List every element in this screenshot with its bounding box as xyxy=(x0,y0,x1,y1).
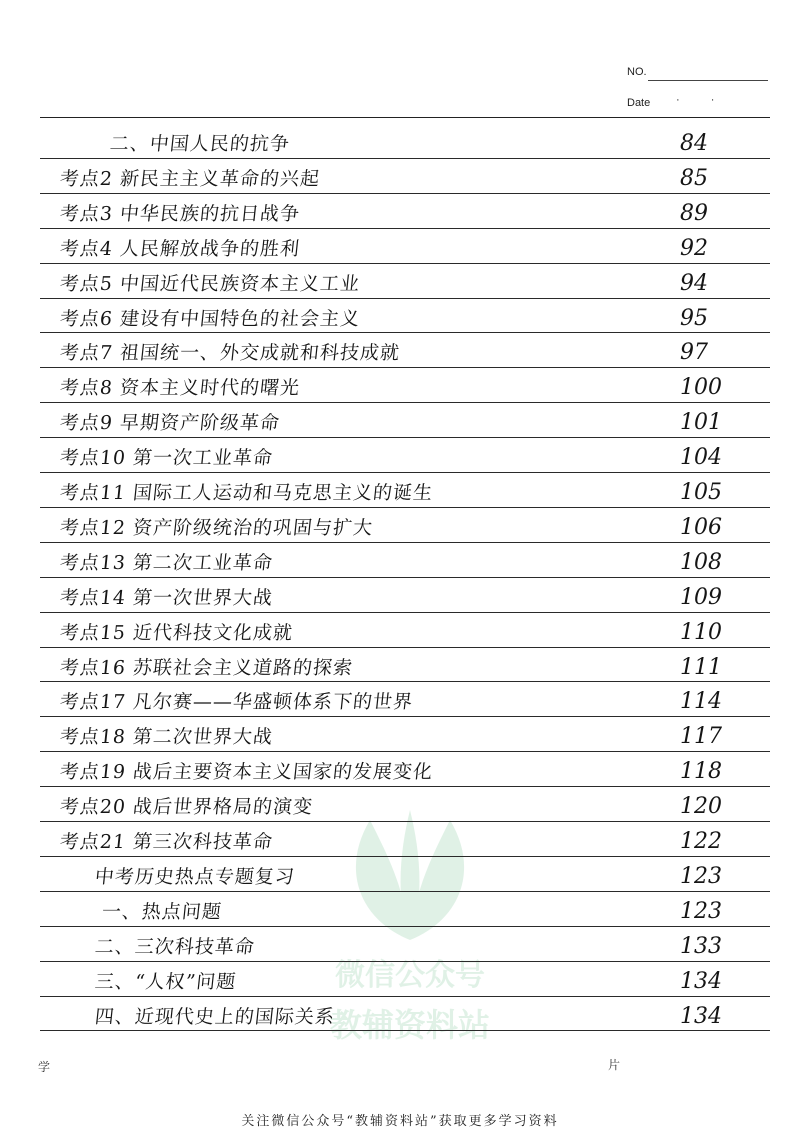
toc-entry xyxy=(40,857,770,891)
toc-entry-title: 考点2 新民主主义革命的兴起 xyxy=(58,167,322,190)
toc-entry-page: 95 xyxy=(680,305,708,331)
toc-entry-title: 考点10 第一次工业革命 xyxy=(58,447,275,470)
header-no-rule xyxy=(648,80,768,81)
toc-entry-title: 考点13 第二次工业革命 xyxy=(58,551,275,574)
toc-entry xyxy=(40,543,770,577)
footer-caption: 关注微信公众号“教辅资料站”获取更多学习资料 xyxy=(241,1114,559,1129)
toc-entry xyxy=(40,997,770,1031)
toc-entry-page: 89 xyxy=(680,200,708,226)
toc-entry-title: 考点6 建设有中国特色的社会主义 xyxy=(58,307,362,330)
watermark-line-2: 教辅资料站 xyxy=(329,1006,490,1044)
toc-entry-page: 133 xyxy=(680,933,722,959)
watermark-line-1: 微信公众号 xyxy=(335,958,485,993)
toc-entry-title: 一、热点问题 xyxy=(100,900,224,923)
toc-entry-title: 考点7 祖国统一、外交成就和科技成就 xyxy=(58,342,402,365)
toc-entry-page: 94 xyxy=(680,270,708,296)
toc-entry xyxy=(40,787,770,821)
toc-entry-title: 考点19 战后主要资本主义国家的发展变化 xyxy=(58,761,435,784)
toc-entry-page: 120 xyxy=(680,794,722,820)
toc-entry-title: 考点11 国际工人运动和马克思主义的诞生 xyxy=(58,482,435,504)
toc-entry-title: 考点3 中华民族的抗日战争 xyxy=(58,202,302,225)
toc-entry-page: 114 xyxy=(680,689,722,715)
toc-entry-page: 123 xyxy=(680,863,722,889)
toc-entry-title: 二、三次科技革命 xyxy=(93,935,257,958)
toc-entry-page: 134 xyxy=(680,968,722,994)
toc-entry xyxy=(40,473,770,507)
toc-entry-title: 考点18 第二次世界大战 xyxy=(58,726,275,749)
toc-entry-title: 考点20 战后世界格局的演变 xyxy=(58,796,315,819)
toc-entry-page: 118 xyxy=(680,759,722,785)
header-rule xyxy=(40,117,770,118)
toc-entry-title: 考点4 人民解放战争的胜利 xyxy=(58,237,302,260)
toc-entry-title: 考点17 凡尔赛——华盛顿体系下的世界 xyxy=(58,691,415,714)
toc-entry xyxy=(40,438,770,472)
ruled-line xyxy=(40,1030,770,1031)
toc-entry-page: 92 xyxy=(680,235,708,261)
toc-entry xyxy=(40,368,770,402)
toc-entry xyxy=(40,229,770,263)
toc-entry-title: 考点21 第三次科技革命 xyxy=(58,831,275,853)
toc-entry-title: 考点9 早期资产阶级革命 xyxy=(58,412,282,435)
toc-entry-page: 101 xyxy=(680,410,722,436)
toc-entry-title: 考点5 中国近代民族资本主义工业 xyxy=(58,272,362,295)
toc-entry-title: 考点15 近代科技文化成就 xyxy=(58,621,295,644)
toc-entry-title: 二、中国人民的抗争 xyxy=(108,133,292,155)
toc-entry-page: 122 xyxy=(680,829,722,854)
toc-entry-page: 117 xyxy=(680,724,722,750)
toc-entry xyxy=(40,892,770,926)
toc-entry-page: 105 xyxy=(680,480,722,505)
toc-entry xyxy=(40,752,770,786)
toc-entry xyxy=(40,124,770,158)
toc-entry-page: 85 xyxy=(680,165,708,191)
toc-entry xyxy=(40,403,770,437)
toc-entry-page: 134 xyxy=(680,1003,722,1029)
toc-entry-page: 123 xyxy=(680,898,722,924)
toc-entry-page: 104 xyxy=(680,445,722,471)
toc-entry-page: 111 xyxy=(680,654,722,680)
toc-entry-title: 四、近现代史上的国际关系 xyxy=(93,1005,337,1028)
toc-entry-page: 100 xyxy=(680,375,722,401)
toc-entry xyxy=(40,648,770,682)
toc-entry xyxy=(40,613,770,647)
toc-entry xyxy=(40,962,770,996)
footer-right-mark: 片 xyxy=(608,1058,621,1072)
toc-entry-page: 110 xyxy=(680,619,722,645)
header-no-label: NO. xyxy=(627,66,647,78)
header-date-label: Date xyxy=(627,97,651,109)
toc-entry xyxy=(40,682,770,716)
toc-entry xyxy=(40,717,770,751)
toc-entry xyxy=(40,578,770,612)
toc-entry-title: 三、“人权”问题 xyxy=(93,970,238,993)
toc-entry-title: 考点12 资产阶级统治的巩固与扩大 xyxy=(58,516,375,539)
toc-entry-page: 97 xyxy=(680,340,708,366)
toc-entry-title: 考点16 苏联社会主义道路的探索 xyxy=(58,656,355,679)
toc-entry-page: 108 xyxy=(680,549,722,575)
toc-entry-title: 考点14 第一次世界大战 xyxy=(58,586,275,609)
toc-entry xyxy=(40,264,770,298)
toc-entry-title: 考点8 资本主义时代的曙光 xyxy=(58,377,302,400)
toc-entry-page: 84 xyxy=(680,131,708,156)
toc-entry xyxy=(40,333,770,367)
header-date-dots: · · xyxy=(676,94,729,106)
footer-left-mark: 学 xyxy=(38,1060,51,1074)
toc-entry xyxy=(40,194,770,228)
toc-entry xyxy=(40,822,770,856)
toc-entry xyxy=(40,508,770,542)
toc-entry-page: 109 xyxy=(680,584,722,610)
toc-entry xyxy=(40,927,770,961)
toc-entry-page: 106 xyxy=(680,514,722,540)
toc-entry-title: 中考历史热点专题复习 xyxy=(93,865,297,888)
toc-entry xyxy=(40,159,770,193)
toc-entry xyxy=(40,299,770,333)
